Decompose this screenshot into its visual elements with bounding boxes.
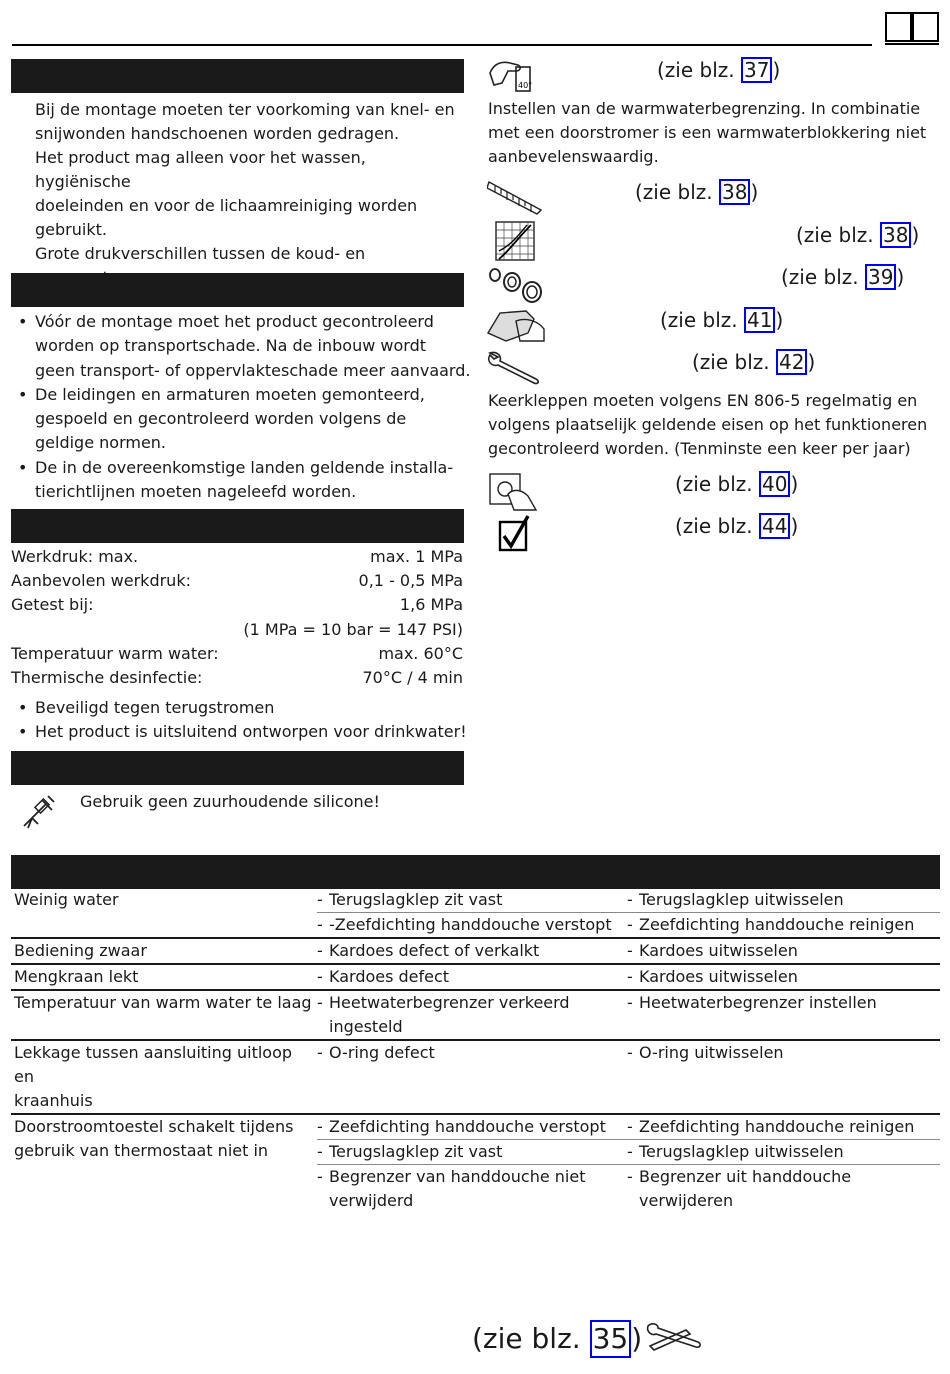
cause-remedy-list — [317, 965, 940, 989]
cause-cell-content — [317, 1165, 627, 1213]
spec-label: Aanbevolen werkdruk: — [11, 571, 191, 591]
table-row — [317, 965, 940, 989]
remedy-cell-content — [627, 965, 940, 989]
ref-page-41[interactable]: (zie blz. 41 ) — [660, 308, 784, 332]
problem-cell — [11, 939, 317, 963]
safety-line: snijwonden handschoenen worden gedragen. — [35, 124, 400, 143]
cause-cell — [317, 991, 627, 1039]
remedy-cell — [627, 888, 940, 912]
cell-line: Mengkraan lekt — [14, 967, 139, 986]
table-row — [317, 888, 940, 912]
spec-value: 1,6 MPa — [399, 595, 463, 615]
cell-line: Terugslagklep uitwisselen — [639, 1142, 844, 1161]
cause-cell-text — [329, 1140, 502, 1164]
remedy-cell — [627, 939, 940, 963]
cell-line: Doorstroomtoestel schakelt tijdens — [14, 1117, 294, 1136]
dash: - — [317, 967, 323, 986]
cell-line: Terugslagklep zit vast — [329, 890, 503, 909]
cell-line: Bediening zwaar — [14, 941, 147, 960]
table-row — [317, 1115, 940, 1139]
problem-cell — [11, 888, 317, 937]
cause-cell-text — [329, 1041, 435, 1065]
cell-line: kraanhuis — [14, 1091, 93, 1110]
spec-value: 0,1 - 0,5 MPa — [358, 571, 463, 591]
problem-cell — [11, 1041, 317, 1113]
remedy-cell-content — [627, 1115, 940, 1139]
warmwater-line: met een doorstromer is een warmwaterblokkering niet — [488, 123, 927, 142]
cause-cell-text — [329, 888, 502, 912]
problem-cell — [11, 965, 317, 989]
remedy-cell-text — [639, 965, 798, 989]
remedy-cell-content — [627, 888, 940, 912]
safety-line: doeleinden en voor de lichaamreiniging worden — [35, 196, 418, 215]
dash: - — [627, 1117, 633, 1136]
ref-page-40[interactable]: (zie blz. 40 ) — [675, 472, 799, 496]
ref-page-42[interactable]: (zie blz. 42 ) — [692, 350, 816, 374]
cause-cell-content — [317, 888, 627, 912]
warmwater-line: Instellen van de warmwaterbegrenzing. In combinatie — [488, 99, 921, 118]
ref-page-44[interactable]: (zie blz. 44 ) — [675, 514, 799, 538]
bullet-item: • Het product is uitsluitend ontworpen voor drinkwater! — [11, 720, 471, 744]
dash: - — [627, 1167, 633, 1186]
cause-cell-content — [317, 913, 627, 937]
ref-page-38a[interactable]: (zie blz. 38 ) — [635, 180, 759, 204]
section-bar-troubleshooting — [11, 855, 940, 889]
dash: - — [627, 967, 633, 986]
cell-line: Temperatuur van warm water te laag — [14, 993, 312, 1012]
table-row-group — [11, 965, 940, 989]
cell-line: Kardoes defect — [329, 967, 450, 986]
bullet-line: geen transport- of oppervlakteschade meer aanvaard. — [35, 360, 471, 380]
cause-cell-text — [329, 965, 449, 989]
bullet-line: • De in de overeenkomstige landen geldende installa- — [35, 457, 454, 477]
section-bar-specs — [11, 509, 464, 543]
cell-line: Zeefdichting handdouche reinigen — [639, 1117, 915, 1136]
cause-cell — [317, 939, 627, 963]
dash: - — [317, 941, 323, 960]
bullet-line: • Vóór de montage moet het product gecontroleerd — [35, 312, 434, 331]
cell-line: Kardoes uitwisselen — [639, 941, 798, 960]
warmwater-text — [488, 97, 928, 169]
dash: - — [317, 1117, 323, 1136]
remedy-cell-text — [639, 1140, 844, 1164]
cell-line: Begrenzer van handdouche niet — [329, 1167, 586, 1186]
spec-label: Werkdruk: max. — [11, 547, 139, 566]
spec-bullets — [11, 696, 471, 745]
dash: - — [627, 1043, 633, 1062]
wrench-icon — [486, 349, 544, 387]
cause-cell-content — [317, 939, 627, 963]
remedy-cell-content — [627, 1041, 940, 1065]
cause-cell — [317, 888, 627, 912]
remedy-cell-content — [627, 1165, 940, 1213]
cell-line: -Zeefdichting handdouche verstopt — [329, 915, 612, 934]
cell-line: Zeefdichting handdouche reinigen — [639, 915, 915, 934]
bullet-line: worden op transportschade. Na de inbouw wordt — [35, 336, 426, 356]
cause-cell-text — [329, 1165, 586, 1213]
dash: - — [317, 1142, 323, 1161]
remedy-cell — [627, 991, 940, 1039]
cause-cell-content — [317, 1115, 627, 1139]
cell-line: verwijderd — [329, 1191, 414, 1210]
dash: - — [627, 941, 633, 960]
page-link-35[interactable]: 35 — [590, 1320, 632, 1358]
section-bar-montage — [11, 273, 464, 307]
remedy-cell-text — [639, 991, 877, 1015]
cause-cell-content — [317, 1041, 627, 1065]
cause-cell-content — [317, 965, 627, 989]
problem-cell — [11, 1115, 317, 1213]
remedy-cell — [627, 965, 940, 989]
table-row-group — [11, 1041, 940, 1113]
troubleshooting-table — [11, 888, 940, 1213]
spec-row — [11, 642, 463, 666]
tech-specs — [11, 545, 463, 690]
table-row — [317, 939, 940, 963]
cell-line: Terugslagklep zit vast — [329, 1142, 503, 1161]
keerklep-line: volgens plaatselijk geldende eisen op het funktioneren — [488, 415, 928, 434]
table-row — [317, 913, 940, 937]
silicone-gun-icon — [18, 792, 58, 832]
remedy-cell-content — [627, 991, 940, 1015]
ruler-icon — [487, 178, 543, 216]
cause-cell-text — [329, 991, 570, 1039]
remedy-cell-text — [639, 1165, 851, 1213]
dash: - — [317, 915, 323, 934]
dash: - — [317, 993, 323, 1012]
page-link-38[interactable]: 38 — [719, 179, 750, 205]
cause-remedy-list — [317, 1041, 940, 1113]
open-book-icon — [884, 11, 940, 47]
page-link-44[interactable]: 44 — [759, 513, 790, 539]
spec-row — [11, 593, 463, 617]
header-rule — [12, 44, 872, 46]
cause-remedy-list — [317, 991, 940, 1039]
cell-line: verwijderen — [639, 1191, 734, 1210]
remedy-cell-text — [639, 913, 914, 937]
problem-cell — [11, 991, 317, 1039]
cause-remedy-list — [317, 888, 940, 937]
dash: - — [627, 1142, 633, 1161]
bullet-item — [11, 383, 471, 456]
cell-line: ingesteld — [329, 1017, 403, 1036]
cell-line: Zeefdichting handdouche verstopt — [329, 1117, 606, 1136]
cause-cell — [317, 1140, 627, 1164]
bullet-line: • De leidingen en armaturen moeten gemonteerd, — [35, 384, 425, 404]
cause-cell — [317, 1115, 627, 1139]
cause-remedy-list — [317, 939, 940, 963]
page-link-37[interactable]: 37 — [741, 57, 772, 83]
cell-line: Kardoes uitwisselen — [639, 967, 798, 986]
spec-row — [11, 666, 463, 690]
page-link-40[interactable]: 40 — [759, 471, 790, 497]
dash: - — [317, 890, 323, 909]
table-row — [317, 1165, 940, 1213]
ref-page-37[interactable]: (zie blz. 37 ) — [657, 58, 781, 82]
spec-row — [11, 618, 463, 642]
remedy-cell-text — [639, 939, 798, 963]
remedy-cell-text — [639, 888, 844, 912]
cell-line: Heetwaterbegrenzer verkeerd — [329, 993, 570, 1012]
flow-graph-icon — [495, 221, 535, 261]
remedy-cell-content — [627, 913, 940, 937]
table-row — [317, 991, 940, 1039]
cause-cell-text — [329, 913, 612, 937]
bullet-line: tierichtlijnen moeten nageleefd worden. — [35, 482, 357, 502]
o-ring-parts-icon — [488, 266, 544, 304]
ref-page-38b[interactable]: (zie blz. 38 ) — [796, 223, 920, 247]
remedy-cell-text — [639, 1115, 914, 1139]
spec-value: max. 60°C — [378, 643, 463, 663]
ref-page-39[interactable]: (zie blz. 39 ) — [781, 265, 905, 289]
page-link-41[interactable]: 41 — [744, 307, 775, 333]
table-row-group — [11, 888, 940, 937]
remedy-cell — [627, 1140, 940, 1164]
remedy-cell — [627, 1041, 940, 1065]
cause-cell-content — [317, 1140, 627, 1164]
cause-cell-text — [329, 1115, 606, 1139]
dash: - — [317, 1167, 323, 1186]
warmwater-line: aanbevelenswaardig. — [488, 147, 659, 166]
cell-line: Begrenzer uit handdouche — [639, 1167, 852, 1186]
bullet-line: gespoeld en gecontroleerd worden volgens de — [35, 409, 407, 429]
cell-line: Heetwaterbegrenzer instellen — [639, 993, 877, 1012]
cause-cell — [317, 965, 627, 989]
cause-cell — [317, 913, 627, 937]
table-row — [317, 1041, 940, 1065]
dash: - — [627, 915, 633, 934]
cell-line: O-ring defect — [329, 1043, 435, 1062]
spec-label: Getest bij: — [11, 595, 94, 615]
spec-value: 70°C / 4 min — [362, 667, 463, 687]
spec-value: (1 MPa = 10 bar = 147 PSI) — [243, 619, 463, 639]
silicone-note: Gebruik geen zuurhoudende silicone! — [80, 792, 380, 811]
cause-cell-text — [329, 939, 539, 963]
spec-label: Temperatuur warm water: — [11, 643, 219, 663]
keerklep-line: Keerkleppen moeten volgens EN 806-5 regelmatig en — [488, 391, 918, 410]
remedy-cell-content — [627, 1140, 940, 1164]
table-row-group — [11, 1115, 940, 1213]
dash: - — [627, 890, 633, 909]
tools-icon — [644, 1320, 702, 1356]
cause-remedy-list — [317, 1115, 940, 1213]
spec-value: max. 1 MPa — [370, 547, 463, 566]
table-row-group — [11, 939, 940, 963]
section-bar-silicone — [11, 751, 464, 785]
thermo-hand-icon — [488, 55, 536, 95]
keerklep-line: gecontroleerd worden. (Tenminste een keer per jaar) — [488, 439, 911, 458]
safety-line: Het product mag alleen voor het wassen, hygiënische — [35, 148, 366, 191]
cause-cell-content — [317, 991, 627, 1039]
ref-page-35[interactable]: (zie blz. 35 ) — [472, 1319, 642, 1359]
spec-row — [11, 545, 463, 569]
safety-line: Bij de montage moeten ter voorkoming van knel- en — [35, 100, 455, 119]
keerklep-text — [488, 389, 928, 461]
page-link-39[interactable]: 39 — [865, 264, 896, 290]
section-bar-safety — [11, 59, 464, 93]
bullet-item — [11, 456, 471, 505]
safety-line: gebruikt. — [35, 220, 107, 239]
montage-bullets — [11, 310, 471, 504]
cell-line: Kardoes defect of verkalkt — [329, 941, 540, 960]
table-row-group — [11, 991, 940, 1039]
remedy-cell — [627, 913, 940, 937]
bullet-item — [11, 310, 471, 383]
remedy-cell — [627, 1165, 940, 1213]
cause-cell — [317, 1165, 627, 1213]
valve-test-hand-icon — [488, 470, 538, 512]
dash: - — [317, 1043, 323, 1062]
spec-label: Thermische desinfectie: — [11, 667, 203, 687]
cell-line: gebruik van thermostaat niet in — [14, 1141, 269, 1160]
thermometer-label: 40° — [518, 81, 533, 90]
safety-line: Grote drukverschillen tussen de koud- en — [35, 244, 366, 263]
cell-line: O-ring uitwisselen — [639, 1043, 784, 1062]
remedy-cell-text — [639, 1041, 784, 1065]
checkmark-box-icon — [498, 514, 530, 552]
remedy-cell — [627, 1115, 940, 1139]
cleaning-cloth-icon — [486, 307, 546, 345]
cell-line: Weinig water — [14, 890, 119, 909]
bullet-line: geldige normen. — [35, 433, 167, 453]
page-link-38[interactable]: 38 — [880, 222, 911, 248]
spec-row — [11, 569, 463, 593]
page-link-42[interactable]: 42 — [776, 349, 807, 375]
cell-line: Lekkage tussen aansluiting uitloop en — [14, 1043, 293, 1086]
table-row — [317, 1140, 940, 1164]
remedy-cell-content — [627, 939, 940, 963]
cell-line: Terugslagklep uitwisselen — [639, 890, 844, 909]
bullet-item: • Beveiligd tegen terugstromen — [11, 696, 471, 720]
cause-cell — [317, 1041, 627, 1065]
dash: - — [627, 993, 633, 1012]
